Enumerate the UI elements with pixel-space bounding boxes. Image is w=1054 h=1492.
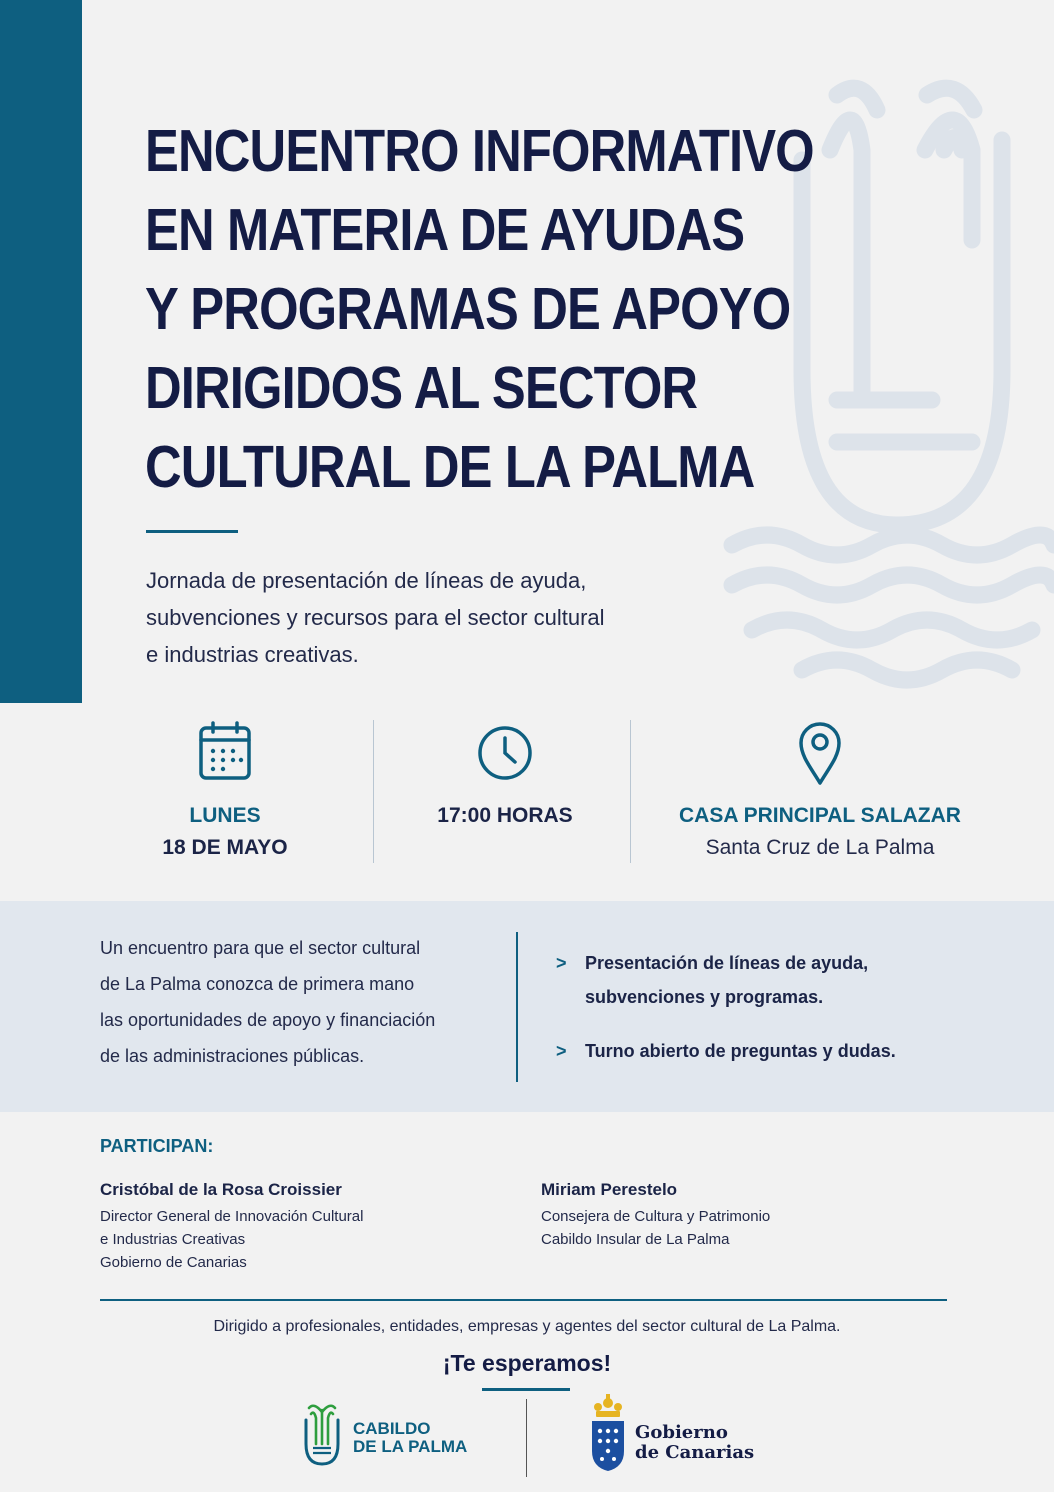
cabildo-logo-line: CABILDO bbox=[353, 1419, 431, 1438]
gobierno-logo-line: de Canarias bbox=[635, 1442, 755, 1463]
agenda-item-line: subvenciones y programas. bbox=[585, 987, 824, 1007]
cta-underline bbox=[482, 1388, 570, 1391]
gobierno-logo bbox=[588, 1393, 788, 1473]
subtitle bbox=[146, 562, 666, 673]
cabildo-logo bbox=[300, 1398, 500, 1468]
clock-icon bbox=[476, 720, 534, 782]
participant bbox=[100, 1178, 520, 1274]
subtitle-line: e industrias creativas. bbox=[146, 642, 359, 667]
title-line: ENCUENTRO INFORMATIVO bbox=[145, 118, 814, 184]
band-divider bbox=[516, 932, 518, 1082]
event-date bbox=[100, 720, 350, 865]
participant bbox=[541, 1178, 961, 1251]
place-city: Santa Cruz de La Palma bbox=[705, 836, 935, 859]
logo-divider bbox=[526, 1399, 527, 1477]
cabildo-logo-line: DE LA PALMA bbox=[353, 1437, 468, 1456]
agenda-item-line: Turno abierto de preguntas y dudas. bbox=[585, 1041, 896, 1061]
title-line: Y PROGRAMAS DE APOYO bbox=[145, 276, 791, 342]
band-text-line: de La Palma conozca de primera mano bbox=[100, 974, 415, 994]
audience-note: Dirigido a profesionales, entidades, empresas y agentes del sector cultural de La Palma. bbox=[213, 1318, 841, 1335]
event-time bbox=[380, 720, 630, 865]
info-divider bbox=[630, 720, 631, 863]
title-line: EN MATERIA DE AYUDAS bbox=[145, 197, 745, 263]
time-label: 17:00 HORAS bbox=[437, 804, 573, 827]
info-divider bbox=[373, 720, 374, 863]
date-weekday: LUNES bbox=[189, 804, 261, 827]
event-place bbox=[640, 720, 1000, 865]
title-line: CULTURAL DE LA PALMA bbox=[145, 434, 755, 500]
list-item bbox=[556, 1034, 996, 1068]
gobierno-logo-line: Gobierno bbox=[635, 1422, 728, 1443]
participant-name: Miriam Perestelo bbox=[541, 1180, 678, 1199]
band-description bbox=[100, 930, 480, 1074]
canarias-shield-icon bbox=[588, 1393, 628, 1473]
calendar-icon bbox=[198, 720, 252, 782]
title-divider bbox=[146, 530, 238, 533]
footer-divider bbox=[100, 1299, 947, 1301]
subtitle-line: Jornada de presentación de líneas de ayuda, bbox=[146, 568, 587, 593]
agenda-list bbox=[556, 946, 996, 1088]
participant-role: Director General de Innovación Cultural bbox=[100, 1208, 364, 1225]
chevron-right-icon: > bbox=[556, 953, 567, 973]
subtitle-line: subvenciones y recursos para el sector cultural bbox=[146, 605, 605, 630]
title-line: DIRIGIDOS AL SECTOR bbox=[145, 355, 698, 421]
call-to-action: ¡Te esperamos! bbox=[442, 1350, 612, 1376]
participant-role: Cabildo Insular de La Palma bbox=[541, 1231, 730, 1248]
band-text-line: de las administraciones públicas. bbox=[100, 1046, 365, 1066]
map-pin-icon bbox=[797, 720, 843, 786]
participants-heading: PARTICIPAN: bbox=[100, 1136, 214, 1156]
list-item bbox=[556, 946, 996, 1014]
participant-role: Gobierno de Canarias bbox=[100, 1254, 247, 1271]
date-day: 18 DE MAYO bbox=[162, 836, 288, 859]
agenda-item-line: Presentación de líneas de ayuda, bbox=[585, 953, 869, 973]
left-accent-bar bbox=[0, 0, 82, 703]
cabildo-emblem-icon bbox=[300, 1398, 344, 1468]
participant-role: e Industrias Creativas bbox=[100, 1231, 246, 1248]
band-text-line: las oportunidades de apoyo y financiación bbox=[100, 1010, 436, 1030]
chevron-right-icon: > bbox=[556, 1041, 567, 1061]
place-name: CASA PRINCIPAL SALAZAR bbox=[679, 804, 961, 827]
page-title bbox=[145, 112, 814, 507]
band-text-line: Un encuentro para que el sector cultural bbox=[100, 938, 421, 958]
participant-name: Cristóbal de la Rosa Croissier bbox=[100, 1180, 342, 1199]
participant-role: Consejera de Cultura y Patrimonio bbox=[541, 1208, 771, 1225]
